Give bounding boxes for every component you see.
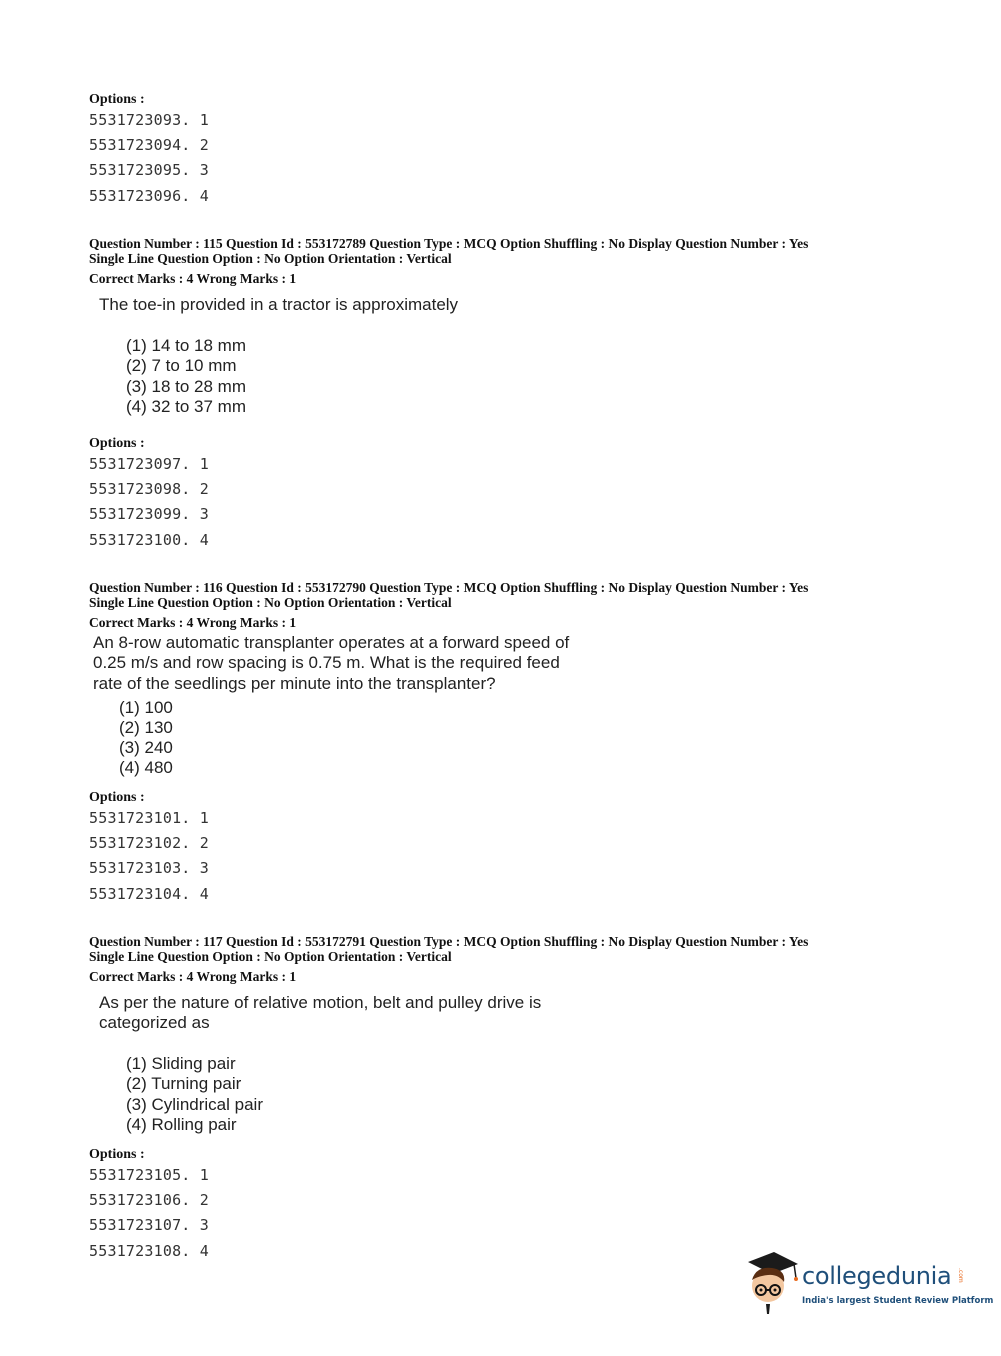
logo-wordmark: collegedunia: [802, 1262, 952, 1290]
option-id: 5531723099. 3: [89, 505, 209, 523]
answer-choice: (2) Turning pair: [126, 1074, 242, 1093]
logo-tagline: India's largest Student Review Platform: [802, 1296, 994, 1306]
question-meta-line1: Question Number : 115 Question Id : 553172789 Question Type : MCQ Option Shuffling : No Display Question Number : Yes: [89, 236, 809, 251]
question-text: The toe-in provided in a tractor is approximately: [99, 295, 459, 314]
option-id: 5531723104. 4: [89, 885, 209, 903]
option-id: 5531723100. 4: [89, 531, 209, 549]
question-meta-line2: Single Line Question Option : No Option Orientation : Vertical: [89, 595, 452, 610]
question-marks: Correct Marks : 4 Wrong Marks : 1: [89, 615, 297, 630]
option-id: 5531723097. 1: [89, 455, 209, 473]
answer-choice: (3) Cylindrical pair: [126, 1095, 263, 1114]
question-marks: Correct Marks : 4 Wrong Marks : 1: [89, 969, 297, 984]
option-id: 5531723093. 1: [89, 111, 209, 129]
options-label: Options :: [89, 1147, 145, 1162]
question-text: rate of the seedlings per minute into the transplanter?: [93, 674, 496, 693]
answer-choice: (1) 100: [119, 698, 173, 717]
options-label: Options :: [89, 92, 145, 107]
answer-choice: (4) 480: [119, 758, 173, 777]
option-id: 5531723105. 1: [89, 1166, 209, 1184]
answer-choice: (1) Sliding pair: [126, 1054, 236, 1073]
option-id: 5531723101. 1: [89, 809, 209, 827]
option-id: 5531723108. 4: [89, 1242, 209, 1260]
option-id: 5531723103. 3: [89, 859, 209, 877]
answer-choice: (4) Rolling pair: [126, 1115, 237, 1134]
question-text: An 8-row automatic transplanter operates at a forward speed of: [93, 633, 570, 652]
logo-com-mark: .com: [957, 1268, 964, 1283]
option-id: 5531723095. 3: [89, 161, 209, 179]
question-meta-line1: Question Number : 116 Question Id : 553172790 Question Type : MCQ Option Shuffling : No Display Question Number : Yes: [89, 580, 809, 595]
option-id: 5531723106. 2: [89, 1191, 209, 1209]
question-meta-line2: Single Line Question Option : No Option Orientation : Vertical: [89, 251, 452, 266]
mascot-icon: [742, 1248, 800, 1314]
answer-choice: (2) 130: [119, 718, 173, 737]
answer-choice: (3) 240: [119, 738, 173, 757]
question-marks: Correct Marks : 4 Wrong Marks : 1: [89, 271, 297, 286]
answer-choice: (1) 14 to 18 mm: [126, 336, 246, 355]
collegedunia-logo: [742, 1248, 994, 1318]
answer-choice: (2) 7 to 10 mm: [126, 356, 237, 375]
question-text: 0.25 m/s and row spacing is 0.75 m. What is the required feed: [93, 653, 560, 672]
option-id: 5531723096. 4: [89, 187, 209, 205]
options-label: Options :: [89, 790, 145, 805]
question-meta-line1: Question Number : 117 Question Id : 553172791 Question Type : MCQ Option Shuffling : No Display Question Number : Yes: [89, 934, 809, 949]
option-id: 5531723098. 2: [89, 480, 209, 498]
options-label: Options :: [89, 436, 145, 451]
question-text: categorized as: [99, 1013, 210, 1032]
option-id: 5531723094. 2: [89, 136, 209, 154]
option-id: 5531723107. 3: [89, 1216, 209, 1234]
option-id: 5531723102. 2: [89, 834, 209, 852]
answer-choice: (4) 32 to 37 mm: [126, 397, 246, 416]
question-meta-line2: Single Line Question Option : No Option Orientation : Vertical: [89, 949, 452, 964]
question-text: As per the nature of relative motion, belt and pulley drive is: [99, 993, 542, 1012]
answer-choice: (3) 18 to 28 mm: [126, 377, 246, 396]
